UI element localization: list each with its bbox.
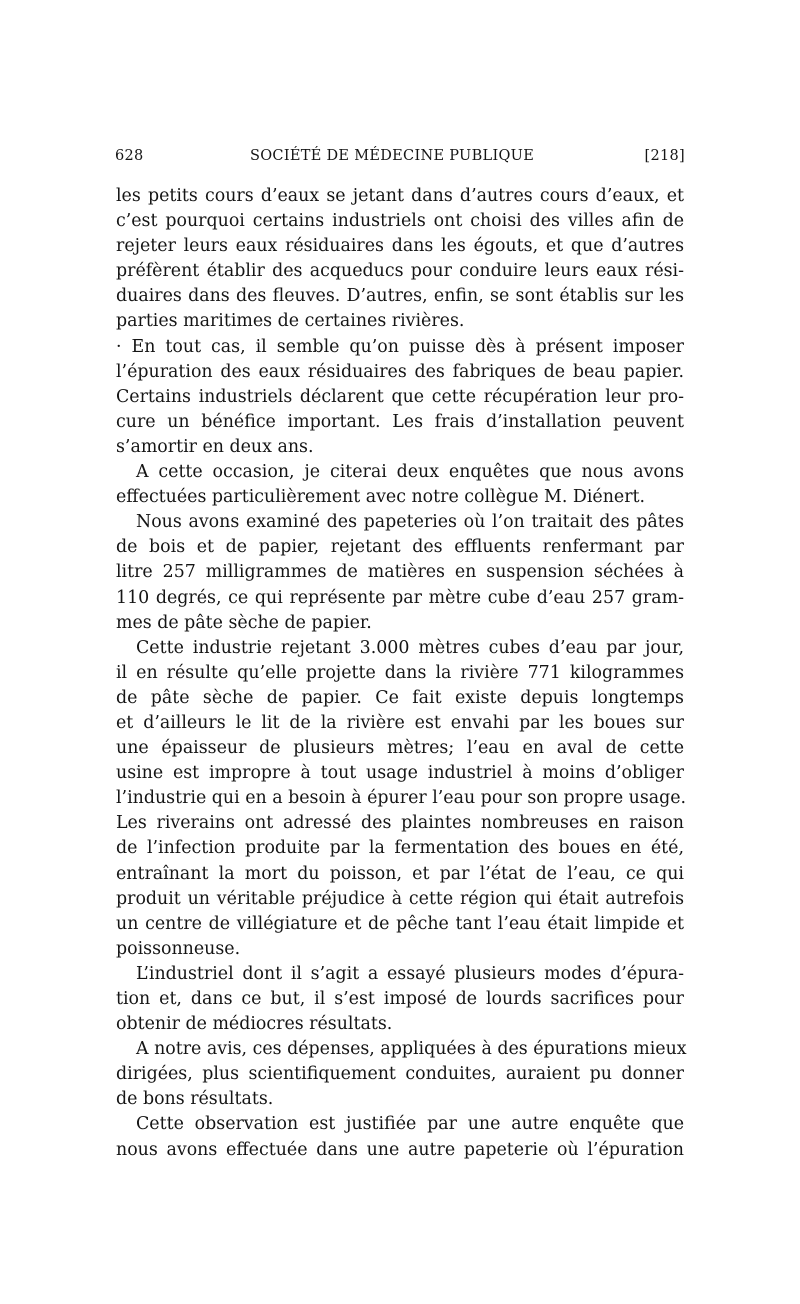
text-line: l’industrie qui en a besoin à épurer l’eau pour son propre usage. [116, 788, 687, 809]
paragraph [116, 1112, 684, 1162]
text-line: un centre de villégiature et de pêche tant l’eau était limpide et [116, 913, 684, 934]
text-line: effectuées particulièrement avec notre collègue M. Diénert. [116, 487, 646, 508]
text-line: de pâte sèche de papier. Ce fait existe depuis longtemps [116, 687, 684, 708]
text-line: A notre avis, ces dépenses, appliquées à des épurations mieux [136, 1039, 687, 1060]
text-line: Certains industriels déclarent que cette récupération leur pro- [116, 386, 684, 407]
text-line: dirigées, plus scientifiquement conduites, auraient pu donner [116, 1064, 684, 1085]
text-line: nous avons effectuée dans une autre papeterie où l’épuration [116, 1139, 684, 1160]
text-line: · En tout cas, il semble qu’on puisse dès à présent imposer [116, 336, 684, 357]
text-line: litre 257 milligrammes de matières en suspension séchées à [116, 562, 684, 583]
text-line: obtenir de médiocres résultats. [116, 1014, 393, 1035]
paragraph [116, 184, 684, 335]
text-line: de bois et de papier, rejetant des effluents renfermant par [116, 537, 684, 558]
paragraph [116, 460, 684, 510]
text-line: préfèrent établir des acqueducs pour conduire leurs eaux rési- [116, 261, 684, 282]
text-line: et d’ailleurs le lit de la rivière est envahi par les boues sur [116, 712, 684, 733]
text-line: Les riverains ont adressé des plaintes nombreuses en raison [116, 813, 684, 834]
original-page-number: [218] [644, 148, 685, 164]
paragraph [116, 1037, 687, 1112]
paragraph [116, 510, 684, 635]
text-line: une épaisseur de plusieurs mètres; l’eau en aval de cette [116, 738, 684, 759]
text-line: entraînant la mort du poisson, et par l’état de l’eau, ce qui [116, 863, 684, 884]
paragraph [116, 636, 687, 962]
text-line: parties maritimes de certaines rivières. [116, 311, 465, 332]
text-line: mes de pâte sèche de papier. [116, 612, 372, 633]
text-line: Nous avons examiné des papeteries où l’on traitait des pâtes [136, 512, 684, 533]
text-line: rejeter leurs eaux résiduaires dans les égouts, et que d’autres [116, 236, 684, 257]
text-line: de l’infection produite par la fermentation des boues en été, [116, 838, 684, 859]
text-line: s’amortir en deux ans. [116, 436, 314, 457]
text-line: il en résulte qu’elle projette dans la rivière 771 kilogrammes [116, 662, 684, 683]
running-header [115, 148, 685, 172]
text-line: produit un véritable préjudice à cette région qui était autrefois [116, 888, 684, 909]
paragraph [116, 335, 684, 460]
running-title: SOCIÉTÉ DE MÉDECINE PUBLIQUE [250, 148, 535, 164]
text-line: c’est pourquoi certains industriels ont choisi des villes afin de [116, 211, 684, 232]
paragraph [116, 962, 684, 1037]
text-line: A cette occasion, je citerai deux enquêtes que nous avons [136, 462, 684, 483]
text-line: Cette industrie rejetant 3.000 mètres cubes d’eau par jour, [136, 637, 684, 658]
text-line: usine est impropre à tout usage industriel à moins d’obliger [116, 763, 684, 784]
text-line: poissonneuse. [116, 938, 241, 959]
text-line: les petits cours d’eaux se jetant dans d’autres cours d’eaux, et [116, 186, 684, 206]
text-line: cure un bénéfice important. Les frais d’installation peuvent [116, 411, 684, 432]
text-line: l’épuration des eaux résiduaires des fabriques de beau papier. [116, 361, 684, 382]
text-line: de bons résultats. [116, 1089, 274, 1110]
page-number: 628 [115, 148, 144, 164]
text-line: tion et, dans ce but, il s’est imposé de lourds sacrifices pour [116, 989, 684, 1009]
text-line: Cette observation est justifiée par une autre enquête que [136, 1114, 684, 1135]
text-line: L’industriel dont il s’agit a essayé plusieurs modes d’épura- [136, 963, 684, 984]
text-line: duaires dans des fleuves. D’autres, enfin, se sont établis sur les [116, 286, 684, 307]
text-line: 110 degrés, ce qui représente par mètre cube d’eau 257 gram- [116, 587, 684, 608]
body-text [116, 184, 687, 1163]
